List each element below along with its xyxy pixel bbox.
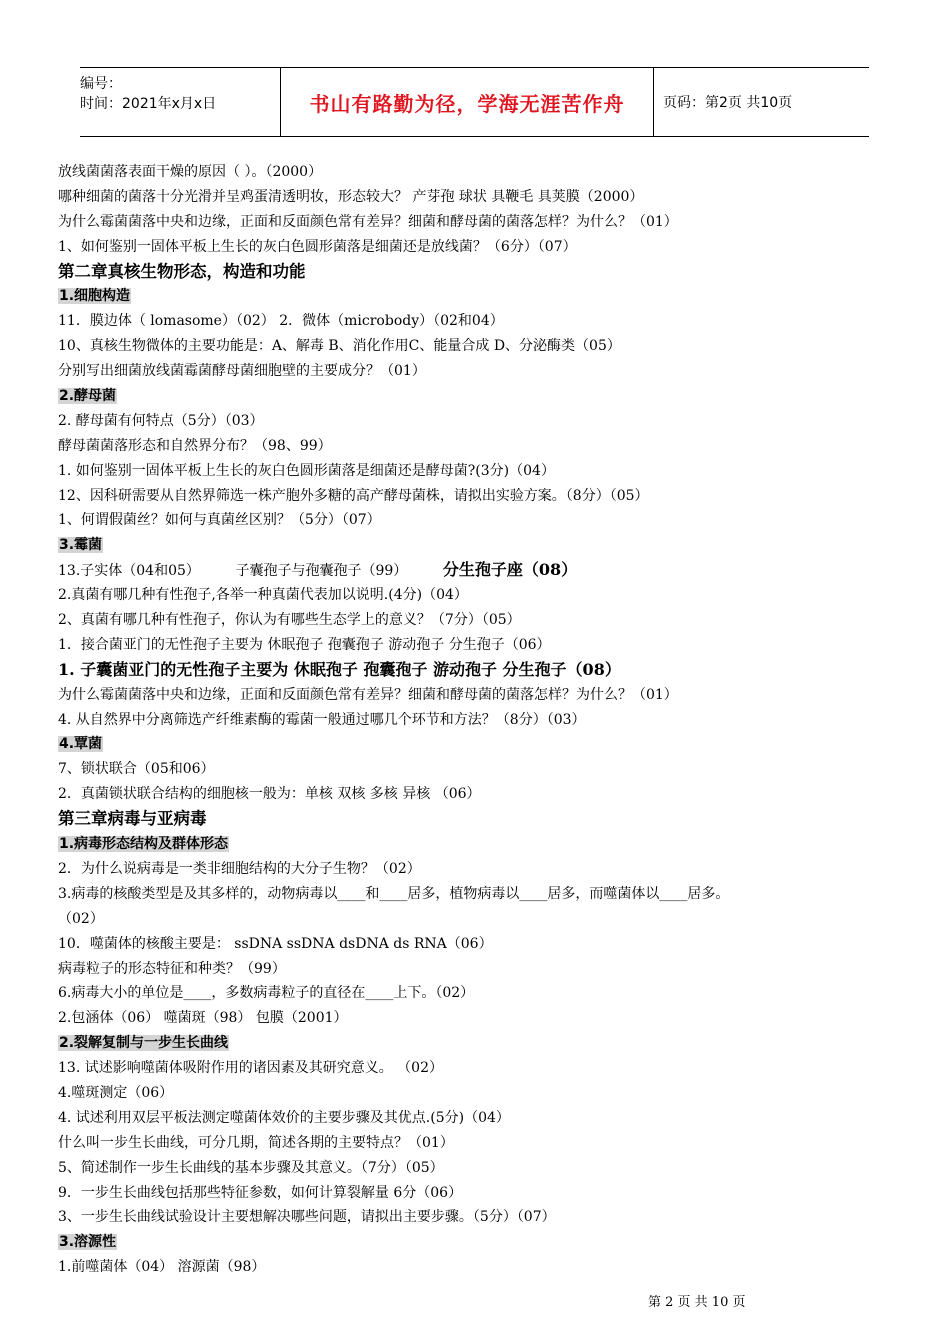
question-line: 1．接合菌亚门的无性孢子主要为 休眠孢子 孢囊孢子 游动孢子 分生孢子（06） <box>58 636 551 653</box>
page-footer: 第 2 页 共 10 页 <box>648 1295 746 1310</box>
question-line: 病毒粒子的形态特征和种类？（99） <box>58 960 286 977</box>
question-line: 分别写出细菌放线菌霉菌酵母菌细胞壁的主要成分？（01） <box>58 363 426 380</box>
question-line: 2．真菌锁状联合结构的细胞核一般为：单核 双核 多核 异核 （06） <box>58 786 481 803</box>
section-heading <box>58 832 894 857</box>
question-line: 7、锁状联合（05和06） <box>58 761 215 778</box>
section-heading-text: 1.病毒形态结构及群体形态 <box>59 836 229 853</box>
question-line: 1. 如何鉴别一固体平板上生长的灰白色圆形菌落是细菌还是酵母菌?(3分)（04） <box>58 462 555 479</box>
question-line: 2.真菌有哪几种有性孢子,各举一种真菌代表加以说明.(4分)（04） <box>58 587 468 604</box>
header-page-cell <box>653 68 879 136</box>
question-line: 4.噬斑测定（06） <box>58 1084 174 1101</box>
section-heading-text: 1.细胞构造 <box>59 288 131 305</box>
question-line: 什么叫一步生长曲线，可分几期，简述各期的主要特点？（01） <box>58 1134 454 1151</box>
page-label: 页码：第2页 共10页 <box>663 95 793 111</box>
chapter-title: 第二章真核生物形态，构造和功能 <box>58 261 306 281</box>
section-heading-text: 2.酵母菌 <box>59 388 117 405</box>
question-line: 3、一步生长曲线试验设计主要想解决哪些问题，请拟出主要步骤。（5分）（07） <box>58 1209 556 1226</box>
document-body <box>58 160 894 1280</box>
question-line: 1.前噬菌体（04） 溶源菌（98） <box>58 1259 266 1276</box>
chapter-title: 第三章病毒与亚病毒 <box>58 809 207 829</box>
question-line: 4. 从自然界中分离筛选产纤维素酶的霉菌一般通过哪几个环节和方法？（8分）（03） <box>58 711 586 728</box>
question-line: （02） <box>58 910 104 927</box>
question-line: 为什么霉菌菌落中央和边缘，正面和反面颜色常有差异？细菌和酵母菌的菌落怎样？为什么？（01） <box>58 213 678 230</box>
question-line: 1、何谓假菌丝？如何与真菌丝区别？（5分）（07） <box>58 512 381 529</box>
section-heading-text: 4.覃菌 <box>59 736 103 753</box>
section-heading <box>58 384 894 409</box>
time-label: 时间：2021年x月x日 <box>80 96 217 112</box>
header-motto-cell <box>280 68 654 136</box>
section-heading <box>58 533 894 558</box>
section-heading <box>58 1230 894 1255</box>
question-text: 13.子实体（04和05） 子囊孢子与孢囊孢子（99） <box>58 563 443 580</box>
question-line: 1、如何鉴别一固体平板上生长的灰白色圆形菌落是细菌还是放线菌？（6分）（07） <box>58 238 577 255</box>
page-header <box>80 67 869 137</box>
motto: 书山有路勤为径，学海无涯苦作舟 <box>309 91 625 116</box>
section-heading-text: 3.溶源性 <box>59 1234 117 1251</box>
question-line: 3.病毒的核酸类型是及其多样的，动物病毒以____和____居多，植物病毒以____居多，而噬菌体以____居多。 <box>58 885 730 902</box>
header-meta <box>80 68 280 136</box>
question-line: 2、真菌有哪几种有性孢子，你认为有哪些生态学上的意义？（7分）（05） <box>58 612 521 629</box>
question-line: 为什么霉菌菌落中央和边缘，正面和反面颜色常有差异？细菌和酵母菌的菌落怎样？为什么？（01） <box>58 686 678 703</box>
question-line: 酵母菌菌落形态和自然界分布？（98、99） <box>58 437 332 454</box>
section-heading <box>58 1031 894 1056</box>
question-line: 10、真核生物微体的主要功能是：A、解毒 B、消化作用C、能量合成 D、分泌酶类（05） <box>58 338 621 355</box>
question-line: 6.病毒大小的单位是____，多数病毒粒子的直径在____上下。（02） <box>58 985 475 1002</box>
question-line: 哪种细菌的菌落十分光滑并呈鸡蛋清透明妆，形态较大？ 产芽孢 球状 具鞭毛 具荚膜（2000） <box>58 188 644 205</box>
question-line: 9．一步生长曲线包括那些特征参数，如何计算裂解量 6分（06） <box>58 1184 463 1201</box>
bold-question-line: 1. 子囊菌亚门的无性孢子主要为 休眠孢子 孢囊孢子 游动孢子 分生孢子（08） <box>58 659 621 679</box>
question-line: 放线菌菌落表面干燥的原因（ ）。（2000） <box>58 164 323 180</box>
question-line: 11．膜边体（ lomasome）（02） 2．微体（microbody）（02和04） <box>58 313 504 330</box>
bold-term: 分生孢子座（08） <box>442 560 578 580</box>
question-line: 2．为什么说病毒是一类非细胞结构的大分子生物？（02） <box>58 860 421 877</box>
question-line: 2. 酵母菌有何特点（5分）（03） <box>58 412 264 429</box>
question-line: 2.包涵体（06） 噬菌斑（98） 包膜（2001） <box>58 1010 348 1027</box>
question-line <box>58 558 894 583</box>
question-line: 12、因科研需要从自然界筛选一株产胞外多糖的高产酵母菌株，请拟出实验方案。（8分）（05） <box>58 487 649 504</box>
section-heading-text: 2.裂解复制与一步生长曲线 <box>59 1035 229 1052</box>
question-line: 13. 试述影响噬菌体吸附作用的诸因素及其研究意义。 （02） <box>58 1060 443 1077</box>
question-line: 4. 试述利用双层平板法测定噬菌体效价的主要步骤及其优点.(5分)（04） <box>58 1109 510 1126</box>
section-heading <box>58 284 894 309</box>
question-line: 10．噬菌体的核酸主要是： ssDNA ssDNA dsDNA ds RNA（06） <box>58 935 493 952</box>
question-line: 5、简述制作一步生长曲线的基本步骤及其意义。（7分）（05） <box>58 1159 444 1176</box>
section-heading <box>58 732 894 757</box>
code-label: 编号： <box>80 76 122 92</box>
section-heading-text: 3.霉菌 <box>59 537 103 554</box>
